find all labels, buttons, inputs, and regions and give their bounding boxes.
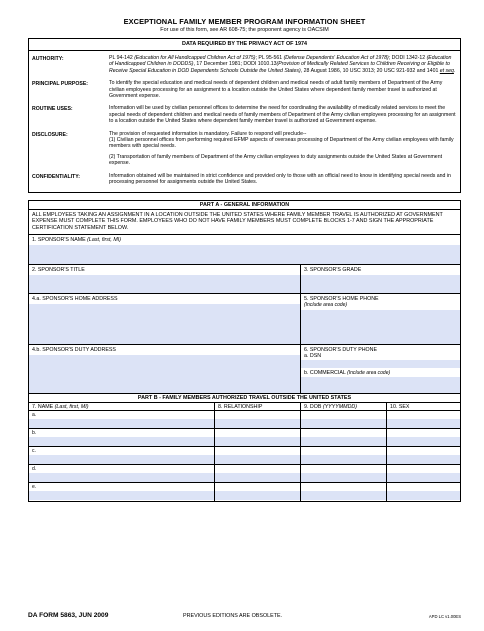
disclosure-line: (1) Civilian personnel offices from performing required EFMP aspects of overseas processing of Department of the Army civilian employees with family members with special needs.: [109, 137, 454, 150]
dob-column-header: [300, 403, 386, 410]
sponsor-name-cell: [29, 235, 460, 264]
family-member-row: [29, 465, 460, 483]
member-relationship-field[interactable]: [215, 419, 300, 428]
member-sex-cell: [386, 411, 460, 428]
form-footer: [28, 612, 461, 622]
form-title: EXCEPTIONAL FAMILY MEMBER PROGRAM INFORMATION SHEET: [123, 17, 366, 26]
disclosure-paragraph: [109, 131, 457, 150]
member-relationship-cell: [214, 447, 300, 464]
member-relationship-field[interactable]: [215, 491, 300, 500]
member-name-field[interactable]: [29, 455, 214, 464]
routine-uses-label: ROUTINE USES:: [32, 106, 73, 113]
principal-purpose-text: To identify the special education and medical needs of dependent children and medical needs of adult family members of Department of the Army civilian employees processing for an assignment to a location outside the United States where dependent family member travel is authorized at Government expense.: [109, 80, 443, 100]
member-dob-cell: [300, 429, 386, 446]
home-phone-hint: (Include area code): [304, 302, 348, 309]
duty-address-field[interactable]: [29, 355, 300, 393]
privacy-act-section: [28, 38, 461, 193]
authority-label: AUTHORITY:: [32, 56, 64, 62]
form-identifier: DA FORM 5863, JUN 2009: [28, 612, 109, 619]
authority-part: (Defense Dependents' Education Act of 1978): [283, 55, 389, 61]
member-name-cell: [29, 465, 214, 482]
member-name-cell: [29, 429, 214, 446]
home-address-cell: [29, 294, 300, 344]
relationship-column-header: 8. RELATIONSHIP: [214, 403, 300, 410]
member-sex-cell: [386, 483, 460, 501]
member-dob-field[interactable]: [301, 455, 386, 464]
member-sex-cell: [386, 429, 460, 446]
member-sex-field[interactable]: [387, 473, 460, 482]
family-member-row: [29, 411, 460, 429]
member-dob-cell: [300, 411, 386, 428]
member-relationship-cell: [214, 429, 300, 446]
sponsor-title-row: [29, 265, 460, 294]
sponsor-title-field[interactable]: [29, 275, 300, 293]
member-relationship-cell: [214, 465, 300, 482]
authority-part: ; PL 95-561: [255, 55, 284, 61]
authority-part: , 17 December 1981; DODI 1010.13: [193, 61, 277, 68]
authority-part: (Education of Handicapped Children in DODDS): [109, 55, 452, 68]
member-name-cell: [29, 447, 214, 464]
principal-purpose-label: PRINCIPAL PURPOSE:: [32, 81, 89, 88]
member-name-cell: [29, 411, 214, 428]
member-sex-cell: [386, 447, 460, 464]
authority-part: , 28 August 1986, 10 USC 3013; 20 USC 921-932 and 1401: [300, 67, 440, 74]
member-sex-cell: [386, 465, 460, 482]
commercial-field[interactable]: [301, 377, 460, 393]
routine-uses-row: [29, 104, 460, 124]
part-b-heading: PART B - FAMILY MEMBERS AUTHORIZED TRAVEL OUTSIDE THE UNITED STATES: [29, 394, 460, 403]
name-column-header: [29, 403, 214, 410]
authority-text: [109, 54, 460, 74]
authority-part: et seq: [439, 67, 454, 74]
authority-part: ; DODI 1342-12: [388, 55, 427, 61]
disclosure-text: [109, 130, 460, 167]
sponsor-name-row: [29, 235, 460, 265]
version-label: APD LC v1.00ES: [428, 614, 461, 619]
dob-column-hint: (YYYYMMDD): [322, 404, 357, 411]
duty-address-cell: [29, 345, 300, 393]
member-name-cell: [29, 483, 214, 501]
part-b-section: [28, 394, 461, 502]
home-address-row: [29, 294, 460, 345]
routine-uses-text: Information will be used by civilian personnel offices to determine the need for coordinating the availability of medically related services to meet the special needs of dependent children and medical needs of family members of Department of the Army civilian employees processing for an assignment to a location outside the United States where dependent family member travel is authorized at Government expense.: [109, 105, 456, 125]
family-member-row: [29, 429, 460, 447]
duty-address-row: [29, 345, 460, 393]
authority-row: [29, 54, 460, 74]
family-member-row: [29, 447, 460, 465]
authority-part: (Provision of Medically Related Services to Children Receiving or Eligible to Receive Special Education in DOD Dependents Schools Outside the United States): [109, 61, 450, 74]
disclosure-line: The provision of requested information is mandatory. Failure to respond will preclude--: [109, 130, 307, 137]
confidentiality-label: CONFIDENTIALITY:: [32, 173, 81, 180]
confidentiality-row: [29, 172, 460, 186]
member-dob-cell: [300, 483, 386, 501]
member-relationship-cell: [214, 411, 300, 428]
sponsor-name-label-wrap: [32, 237, 457, 243]
dsn-field[interactable]: [301, 360, 460, 368]
sponsor-name-hint: (Last, first, MI): [87, 237, 122, 244]
member-name-field[interactable]: [29, 437, 214, 446]
member-relationship-field[interactable]: [215, 437, 300, 446]
sponsor-name-label: 1. SPONSOR'S NAME: [32, 237, 88, 244]
disclosure-paragraph: (2) Transportation of family members of Department of the Army civilian employees to duty assignments outside the United States at Government expense.: [109, 153, 443, 167]
duty-phone-label: 6. SPONSOR'S DUTY PHONE: [304, 347, 378, 354]
sponsor-grade-label: 3. SPONSOR'S GRADE: [304, 267, 362, 274]
part-a-heading: PART A - GENERAL INFORMATION: [29, 201, 460, 210]
member-sex-field[interactable]: [387, 455, 460, 464]
sponsor-title-cell: [29, 265, 300, 293]
row-letter: c.: [32, 448, 36, 455]
home-address-field[interactable]: [29, 304, 300, 344]
member-sex-field[interactable]: [387, 437, 460, 446]
authority-part: PL 94-142: [109, 55, 135, 61]
row-letter: a.: [32, 412, 37, 419]
authority-part: (Education for All Handicapped Children Act of 1975): [134, 55, 256, 61]
part-a-instructions: ALL EMPLOYEES TAKING AN ASSIGNMENT IN A LOCATION OUTSIDE THE UNITED STATES WHERE FAMILY MEMBER TRAVEL IS AUTHORIZED AT GOVERNMENT EXPENSE MUST COMPLETE THIS FORM. EMPLOYEES WHO DO NOT HAVE FAMILY MEMBERS MUST COMPLETE BLOCKS 1-7 AND SIGN THE APPROPRIATE CERTIFICATION STATEMENT BELOW.: [29, 210, 460, 236]
home-phone-label: 5. SPONSOR'S HOME PHONE: [304, 296, 379, 303]
member-relationship-cell: [214, 483, 300, 501]
duty-phone-cell: [300, 345, 460, 393]
name-column-hint: (Last, first, MI): [54, 404, 89, 411]
commercial-label: b. COMMERCIAL: [304, 370, 348, 377]
duty-address-label: 4.b. SPONSOR'S DUTY ADDRESS: [32, 347, 116, 354]
commercial-label-wrap: [304, 370, 457, 376]
sponsor-title-label: 2. SPONSOR'S TITLE: [32, 267, 85, 274]
home-phone-field[interactable]: [301, 310, 460, 344]
name-column-label: 7. NAME: [32, 404, 55, 411]
sponsor-grade-cell: [300, 265, 460, 293]
sponsor-name-field[interactable]: [29, 245, 460, 264]
family-member-row: [29, 483, 460, 501]
confidentiality-text: Information obtained will be maintained in strict confidence and provided only to those with an official need to know in identifying special needs and in processing personnel for assignments outside the United States.: [109, 172, 451, 186]
part-a-section: [28, 200, 461, 395]
sponsor-grade-field[interactable]: [301, 275, 460, 293]
part-b-column-headers: [29, 403, 460, 411]
editions-note: PREVIOUS EDITIONS ARE OBSOLETE.: [183, 613, 283, 619]
principal-purpose-row: [29, 79, 460, 99]
row-letter: d.: [32, 466, 37, 473]
member-dob-field[interactable]: [301, 437, 386, 446]
sex-column-header: 10. SEX: [386, 403, 460, 410]
member-dob-cell: [300, 465, 386, 482]
member-name-field[interactable]: [29, 419, 214, 428]
dob-column-label: 9. DOB: [304, 404, 323, 411]
row-letter: b.: [32, 430, 37, 437]
row-letter: e.: [32, 484, 37, 491]
member-dob-field[interactable]: [301, 419, 386, 428]
disclosure-label: DISCLOSURE:: [32, 131, 68, 138]
member-relationship-field[interactable]: [215, 455, 300, 464]
member-relationship-field[interactable]: [215, 473, 300, 482]
dsn-label: a. DSN: [304, 353, 322, 360]
commercial-hint: (Include area code): [347, 370, 391, 377]
member-sex-field[interactable]: [387, 419, 460, 428]
family-member-rows: [29, 411, 460, 501]
member-dob-cell: [300, 447, 386, 464]
form-subtitle: For use of this form, see AR 608-75; the proponent agency is OACSIM: [160, 27, 329, 33]
member-dob-field[interactable]: [301, 473, 386, 482]
home-address-label: 4.a. SPONSOR'S HOME ADDRESS: [32, 296, 118, 303]
member-name-field[interactable]: [29, 491, 214, 500]
disclosure-row: [29, 130, 460, 167]
member-name-field[interactable]: [29, 473, 214, 482]
member-sex-field[interactable]: [387, 491, 460, 500]
authority-part: .: [453, 67, 456, 74]
home-phone-cell: [300, 294, 460, 344]
form-page: [28, 17, 461, 502]
privacy-act-heading: DATA REQUIRED BY THE PRIVACY ACT OF 1974: [29, 39, 460, 51]
member-dob-field[interactable]: [301, 491, 386, 500]
